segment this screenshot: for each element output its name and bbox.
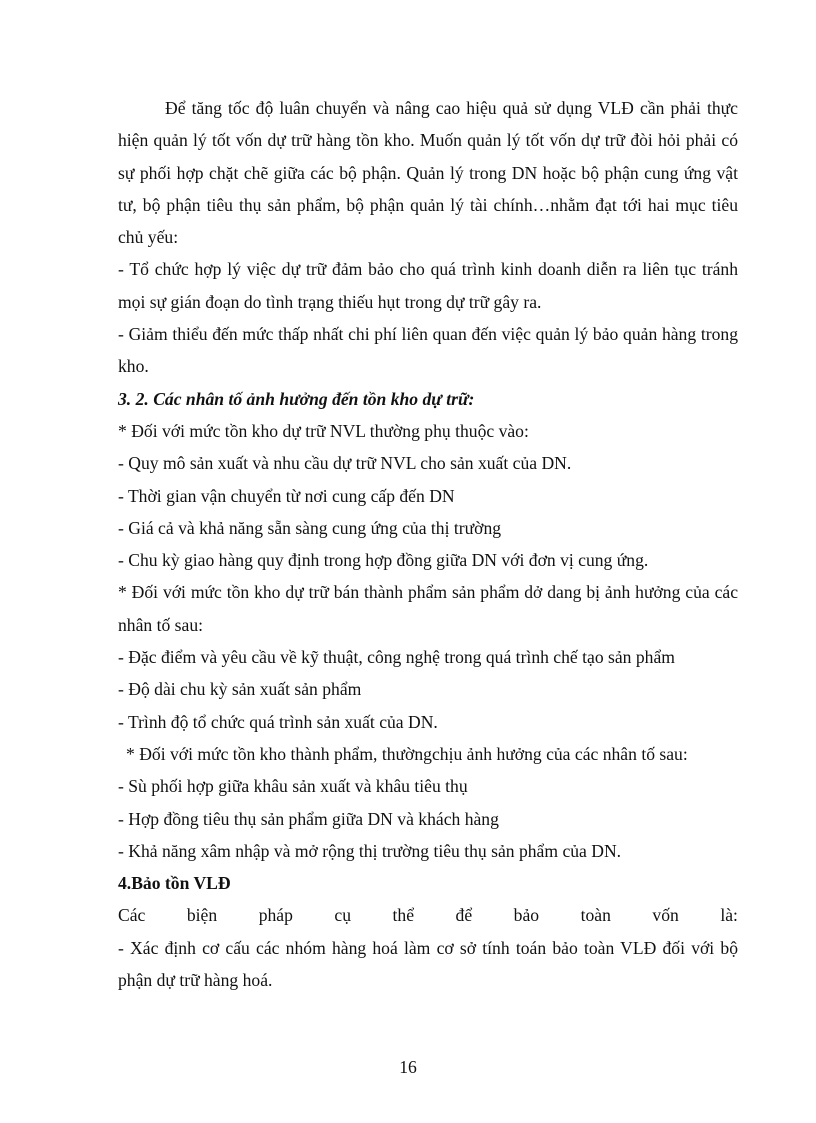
goal-2-paragraph: - Giảm thiểu đến mức thấp nhất chi phí liên quan đến việc quản lý bảo quản hàng trong kho.	[118, 324, 738, 377]
measures-word: để	[455, 905, 473, 926]
list-item: - Thời gian vận chuyển từ nơi cung cấp đến DN	[118, 485, 455, 506]
nvl-intro: * Đối với mức tồn kho dự trữ NVL thường phụ thuộc vào:	[118, 420, 529, 441]
wip-intro: * Đối với mức tồn kho dự trữ bán thành phẩm sản phẩm dở dang bị ảnh hưởng của các nhân tố sau:	[118, 582, 738, 635]
list-item: - Giá cả và khả năng sẵn sàng cung ứng của thị trường	[118, 517, 502, 538]
measures-word: toàn	[580, 905, 611, 926]
measures-word: là:	[720, 905, 738, 926]
measures-word: Các	[118, 905, 146, 926]
list-item: - Hợp đồng tiêu thụ sản phẩm giữa DN và khách hàng	[118, 808, 499, 829]
document-page	[118, 92, 738, 996]
measures-word: cụ	[334, 905, 352, 926]
measure-1-paragraph: - Xác định cơ cấu các nhóm hàng hoá làm cơ sở tính toán bảo toàn VLĐ đối với bộ phận dự trữ hàng hoá.	[118, 937, 738, 991]
list-item: - Quy mô sản xuất và nhu cầu dự trữ NVL cho sản xuất của DN.	[118, 453, 572, 474]
finished-goods-intro: * Đối với mức tồn kho thành phẩm, thườngchịu ảnh hưởng của các nhân tố sau:	[126, 743, 688, 764]
list-item: - Sù phối hợp giữa khâu sản xuất và khâu tiêu thụ	[118, 776, 468, 797]
measures-word: thể	[392, 905, 415, 926]
measures-word: vốn	[652, 905, 679, 926]
list-item: - Độ dài chu kỳ sản xuất sản phẩm	[118, 679, 362, 700]
measures-word: pháp	[258, 905, 293, 926]
measures-intro-line	[118, 899, 738, 931]
list-item: - Chu kỳ giao hàng quy định trong hợp đồng giữa DN với đơn vị cung ứng.	[118, 550, 649, 571]
page-number: 16	[399, 1057, 417, 1077]
intro-paragraph: Để tăng tốc độ luân chuyển và nâng cao hiệu quả sử dụng VLĐ cần phải thực hiện quản lý tốt vốn dự trữ hàng tồn kho. Muốn quản lý tốt vốn dự trữ đòi hỏi phải có sự phối hợp chặt chẽ giữa các bộ phận. Quản lý trong DN hoặc bộ phận cung ứng vật tư, bộ phận tiêu thụ sản phẩm, bộ phận quản lý tài chính…nhằm đạt tới hai mục tiêu chủ yếu:	[118, 98, 738, 248]
goal-1-paragraph: - Tổ chức hợp lý việc dự trữ đảm bảo cho quá trình kinh doanh diễn ra liên tục tránh mọi sự gián đoạn do tình trạng thiếu hụt trong dự trữ gây ra.	[118, 259, 738, 312]
measures-word: biện	[186, 905, 218, 926]
section-3-2-heading: 3. 2. Các nhân tố ảnh hưởng đến tồn kho dự trữ:	[118, 388, 475, 409]
list-item: - Trình độ tổ chức quá trình sản xuất của DN.	[118, 711, 438, 732]
measures-word: bảo	[513, 905, 540, 926]
section-4-heading: 4.Bảo tồn VLĐ	[118, 873, 231, 894]
list-item: - Đặc điểm và yêu cầu về kỹ thuật, công nghệ trong quá trình chế tạo sản phẩm	[118, 647, 675, 668]
list-item: - Khả năng xâm nhập và mở rộng thị trường tiêu thụ sản phẩm của DN.	[118, 840, 622, 861]
